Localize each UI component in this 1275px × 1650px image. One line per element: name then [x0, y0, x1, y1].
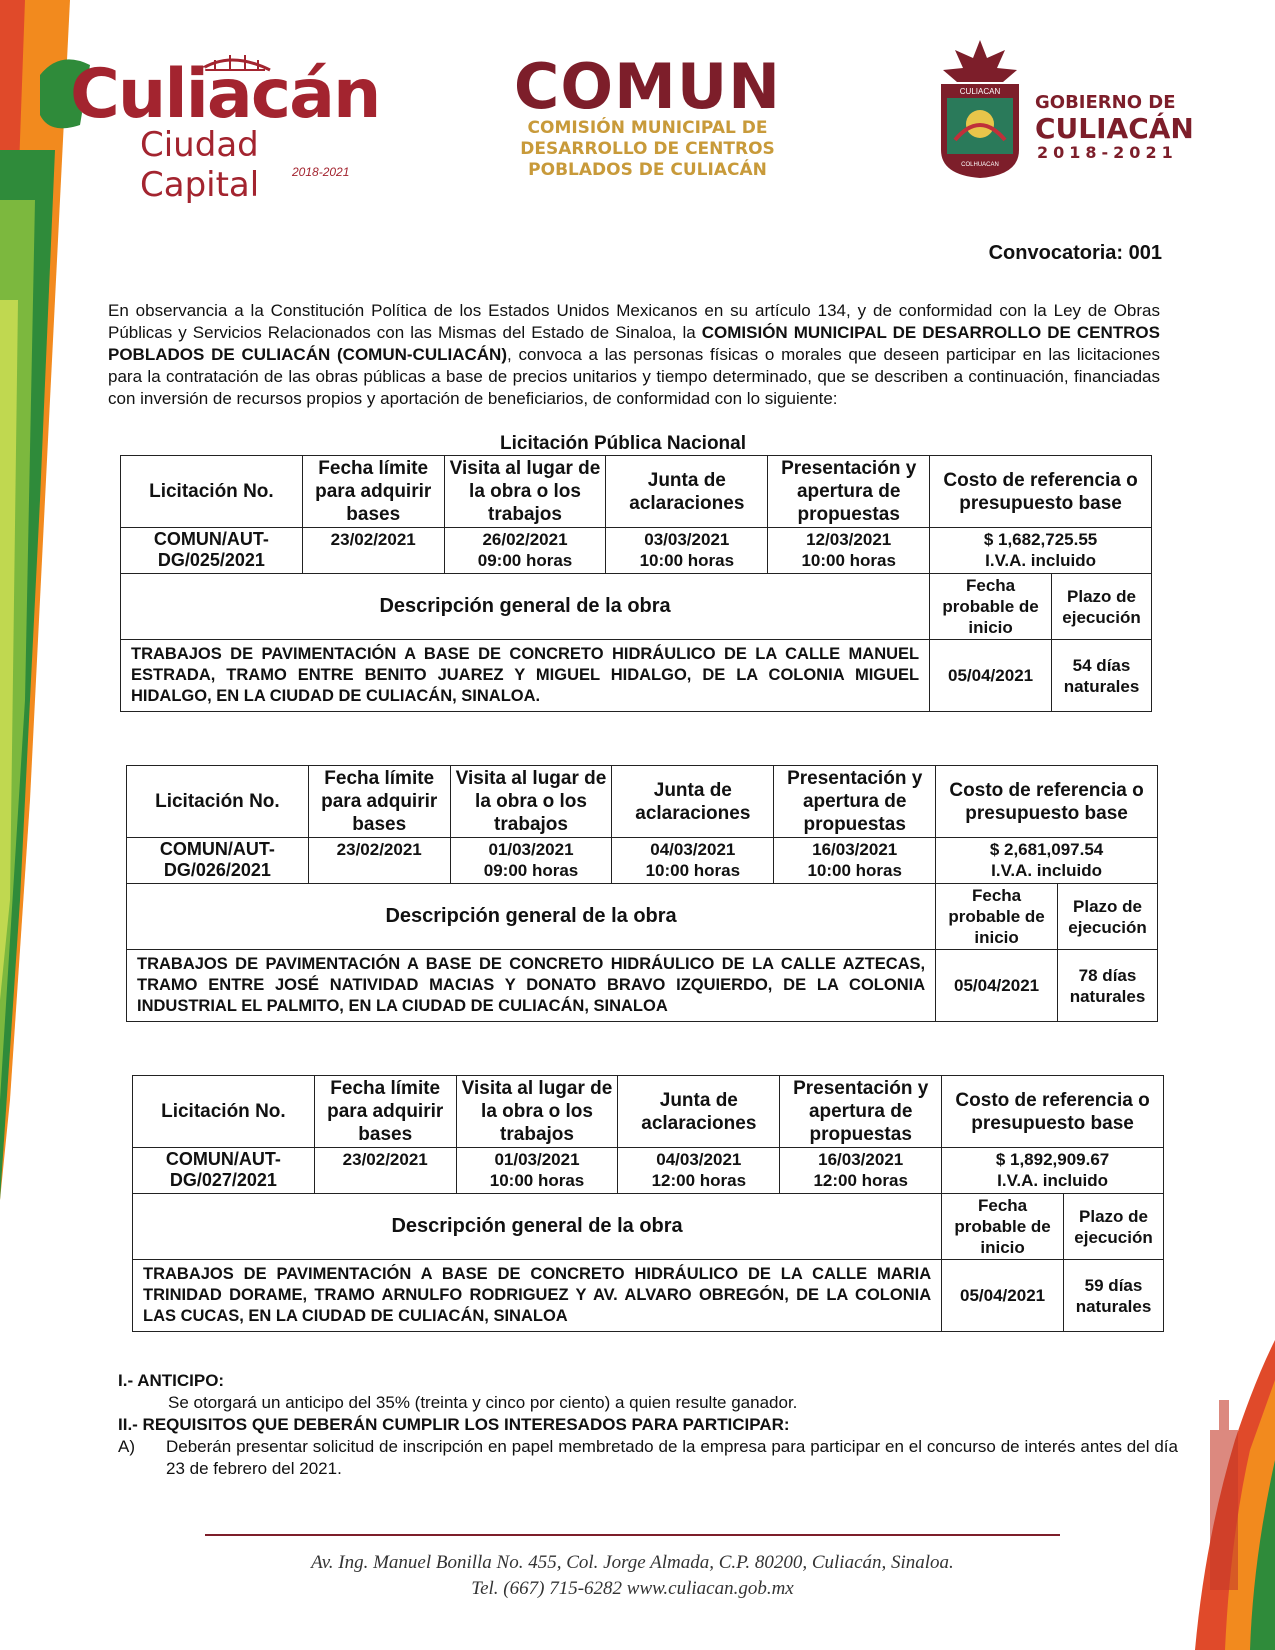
junta-fecha: 04/03/2021 — [656, 1150, 742, 1169]
junta-hora: 10:00 horas — [645, 861, 741, 880]
junta-hora: 12:00 horas — [651, 1171, 747, 1190]
visita-fecha: 01/03/2021 — [494, 1150, 580, 1169]
header-lic-no: Licitación No. — [121, 456, 303, 528]
presentacion-hora: 12:00 horas — [813, 1171, 908, 1190]
gobierno-years: 2018-2021 — [1037, 143, 1178, 162]
header-costo: Costo de referencia o presupuesto base — [930, 456, 1152, 528]
header-presentacion: Presentación y apertura de propuestas — [780, 1076, 942, 1148]
intro-text-1: En observancia a la Constitución Política de los Estados Unidos Mexicanos en su artículo 134, y de conformidad con la Ley de Obras Públicas y Servicios Relacionados con las Mismas del Estado de Sinaloa, la — [108, 301, 1160, 342]
fecha-limite: 23/02/2021 — [308, 838, 450, 884]
visita-hora: 09:00 horas — [483, 861, 579, 880]
comun-subtitle — [490, 118, 805, 181]
fecha-inicio: 05/04/2021 — [942, 1260, 1064, 1332]
fecha-limite: 23/02/2021 — [302, 528, 444, 574]
header-junta: Junta de aclaraciones — [612, 766, 774, 838]
presentacion-fecha: 12/03/2021 — [806, 530, 892, 549]
requisito-label: A) — [118, 1437, 135, 1456]
anticipo-text: Se otorgará un anticipo del 35% (treinta y cinco por ciento) a quien resulte ganador. — [168, 1393, 798, 1412]
header-presentacion: Presentación y apertura de propuestas — [774, 766, 936, 838]
header-fecha-limite: Fecha límite para adquirir bases — [308, 766, 450, 838]
descripcion-obra: TRABAJOS DE PAVIMENTACIÓN A BASE DE CONCRETO HIDRÁULICO DE LA CALLE AZTECAS, TRAMO ENTRE JOSÉ NATIVIDAD MACIAS Y DONATO BRAVO IZQUIERDO, DE LA COLONIA INDUSTRIAL EL PALMITO, EN LA CIUDAD DE CULIACÁN, SINALOA — [127, 950, 936, 1022]
header-descripcion: Descripción general de la obra — [133, 1194, 942, 1260]
visita-cell — [450, 838, 612, 884]
visita-hora: 10:00 horas — [489, 1171, 585, 1190]
costo-iva: I.V.A. incluido — [997, 1171, 1108, 1190]
header-visita: Visita al lugar de la obra o los trabajos — [450, 766, 612, 838]
visita-cell — [456, 1148, 618, 1194]
gobierno-line2: CULIACÁN — [1035, 112, 1194, 145]
crest-top-text: CULIACAN — [959, 87, 1001, 96]
footer-divider — [205, 1534, 1060, 1536]
costo-valor: $ 1,682,725.55 — [983, 530, 1098, 549]
requisito-text: Deberán presentar solicitud de inscripción en papel membretado de la empresa para participar en el concurso de interés antes del día 23 de febrero del 2021. — [166, 1437, 1178, 1478]
header-costo: Costo de referencia o presupuesto base — [942, 1076, 1164, 1148]
plazo-ejecucion: 59 días naturales — [1064, 1260, 1164, 1332]
requisito-item — [118, 1436, 1178, 1480]
bottom-right-decoration — [1165, 1340, 1275, 1650]
intro-paragraph — [108, 300, 1160, 410]
costo-cell — [942, 1148, 1164, 1194]
requisitos-title: II.- REQUISITOS QUE DEBERÁN CUMPLIR LOS INTERESADOS PARA PARTICIPAR: — [118, 1415, 790, 1434]
costo-cell — [930, 528, 1152, 574]
visita-cell — [444, 528, 606, 574]
presentacion-cell — [780, 1148, 942, 1194]
presentacion-cell — [774, 838, 936, 884]
presentacion-cell — [768, 528, 930, 574]
licitacion-table — [120, 455, 1152, 712]
header-junta: Junta de aclaraciones — [606, 456, 768, 528]
plazo-ejecucion: 78 días naturales — [1058, 950, 1158, 1022]
culiacan-ciudad-capital-logo — [30, 55, 380, 205]
fecha-inicio: 05/04/2021 — [936, 950, 1058, 1022]
visita-fecha: 26/02/2021 — [482, 530, 568, 549]
anticipo-title: I.- ANTICIPO: — [118, 1371, 225, 1390]
costo-valor: $ 2,681,097.54 — [989, 840, 1104, 859]
header-visita: Visita al lugar de la obra o los trabajos — [456, 1076, 618, 1148]
licitacion-table — [126, 765, 1158, 1022]
comun-subtitle-line: COMISIÓN MUNICIPAL DE — [527, 118, 768, 138]
intro-bold: COMISIÓN MUNICIPAL DE DESARROLLO DE CENTROS POBLADOS DE CULIACÁN (COMUN-CULIACÁN) — [108, 323, 1160, 364]
section-title: Licitación Pública Nacional — [500, 433, 747, 454]
header-plazo: Plazo de ejecución — [1052, 574, 1152, 640]
header-fecha-inicio: Fecha probable de inicio — [930, 574, 1052, 640]
lic-numero: COMUN/AUT-DG/027/2021 — [133, 1148, 315, 1194]
comun-title: COMUN — [513, 50, 782, 123]
header-lic-no: Licitación No. — [127, 766, 309, 838]
header-lic-no: Licitación No. — [133, 1076, 315, 1148]
presentacion-hora: 10:00 horas — [801, 551, 896, 570]
left-decorative-stripes — [0, 0, 120, 1650]
presentacion-fecha: 16/03/2021 — [812, 840, 898, 859]
header-plazo: Plazo de ejecución — [1058, 884, 1158, 950]
header-descripcion: Descripción general de la obra — [127, 884, 936, 950]
convocatoria-number: Convocatoria: 001 — [988, 242, 1162, 264]
comun-subtitle-line: DESARROLLO DE CENTROS — [520, 139, 775, 159]
descripcion-obra: TRABAJOS DE PAVIMENTACIÓN A BASE DE CONCRETO HIDRÁULICO DE LA CALLE MARIA TRINIDAD DORAME, TRAMO ARNULFO RODRIGUEZ Y AV. ALVARO OBREGÓN, DE LA COLONIA LAS CUCAS, EN LA CIUDAD DE CULIACÁN, SINALOA — [133, 1260, 942, 1332]
visita-fecha: 01/03/2021 — [488, 840, 574, 859]
header-descripcion: Descripción general de la obra — [121, 574, 930, 640]
logo-city: Ciudad Capital — [140, 125, 260, 205]
crest-bottom-text: COLHUACAN — [961, 162, 999, 168]
requirements-section — [118, 1370, 1178, 1480]
costo-cell — [936, 838, 1158, 884]
footer-address: Av. Ing. Manuel Bonilla No. 455, Col. Jorge Almada, C.P. 80200, Culiacán, Sinaloa. — [311, 1552, 954, 1573]
plazo-ejecucion: 54 días naturales — [1052, 640, 1152, 712]
culiacan-crest-emblem — [935, 40, 1025, 180]
header-presentacion: Presentación y apertura de propuestas — [768, 456, 930, 528]
fecha-inicio: 05/04/2021 — [930, 640, 1052, 712]
presentacion-hora: 10:00 horas — [807, 861, 902, 880]
logo-word: Culiacán — [70, 55, 380, 134]
logo-years: 2018-2021 — [292, 165, 350, 179]
visita-hora: 09:00 horas — [477, 551, 573, 570]
header-fecha-inicio: Fecha probable de inicio — [942, 1194, 1064, 1260]
header-fecha-limite: Fecha límite para adquirir bases — [302, 456, 444, 528]
header-junta: Junta de aclaraciones — [618, 1076, 780, 1148]
header-visita: Visita al lugar de la obra o los trabajos — [444, 456, 606, 528]
junta-cell — [606, 528, 768, 574]
junta-hora: 10:00 horas — [639, 551, 735, 570]
costo-valor: $ 1,892,909.67 — [995, 1150, 1110, 1169]
junta-fecha: 03/03/2021 — [644, 530, 730, 549]
presentacion-fecha: 16/03/2021 — [818, 1150, 904, 1169]
costo-iva: I.V.A. incluido — [985, 551, 1096, 570]
junta-fecha: 04/03/2021 — [650, 840, 736, 859]
header-fecha-limite: Fecha límite para adquirir bases — [314, 1076, 456, 1148]
lic-numero: COMUN/AUT-DG/026/2021 — [127, 838, 309, 884]
descripcion-obra: TRABAJOS DE PAVIMENTACIÓN A BASE DE CONCRETO HIDRÁULICO DE LA CALLE MANUEL ESTRADA, TRAMO ENTRE BENITO JUAREZ Y MIGUEL HIDALGO, DE LA COLONIA MIGUEL HIDALGO, EN LA CIUDAD DE CULIACÁN, SINALOA. — [121, 640, 930, 712]
header-costo: Costo de referencia o presupuesto base — [936, 766, 1158, 838]
costo-iva: I.V.A. incluido — [991, 861, 1102, 880]
comun-subtitle-line: POBLADOS DE CULIACÁN — [528, 160, 767, 180]
licitacion-table — [132, 1075, 1164, 1332]
footer-contact: Tel. (667) 715-6282 www.culiacan.gob.mx — [471, 1578, 794, 1599]
intro-text-2: , convoca a las personas físicas o morales que deseen participar en las licitaciones para la contratación de las obras públicas a base de precios unitarios y tiempo determinado, que se describen a continuación, financiadas con inversión de recursos propios y aportación de beneficiarios, de conformidad con lo siguiente: — [108, 345, 1160, 408]
junta-cell — [618, 1148, 780, 1194]
junta-cell — [612, 838, 774, 884]
gobierno-line1: GOBIERNO DE — [1035, 92, 1176, 113]
header-fecha-inicio: Fecha probable de inicio — [936, 884, 1058, 950]
lic-numero: COMUN/AUT-DG/025/2021 — [121, 528, 303, 574]
fecha-limite: 23/02/2021 — [314, 1148, 456, 1194]
header-plazo: Plazo de ejecución — [1064, 1194, 1164, 1260]
